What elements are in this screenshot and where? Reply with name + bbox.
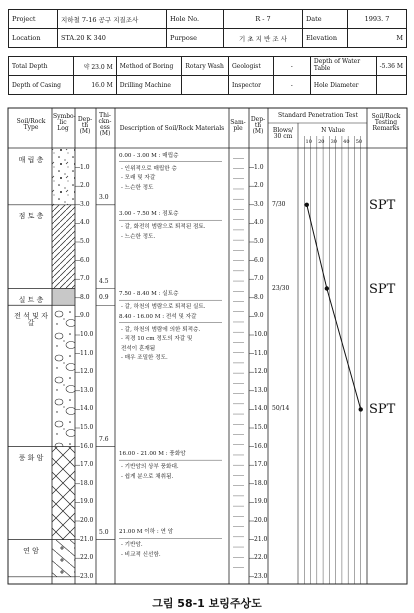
project-value: 지하철 7-16 공구 지질조사 (58, 10, 167, 29)
figure-caption: 그림 58-1 보링주상도 (152, 597, 262, 610)
depth-label: 7.0 (80, 275, 90, 283)
col-depth-2: Dep- th (M) (250, 116, 266, 135)
date-value: 1993. 7 (348, 10, 407, 29)
depth-label-right: 10.0 (254, 331, 268, 338)
location-value: STA.20 K 340 (58, 29, 167, 48)
depth-label-right: 23.0 (254, 572, 268, 580)
depth-label: 23.0 (80, 572, 94, 580)
description-line: - 쉽게 분으로 채취됨. (121, 473, 174, 480)
depth-label-right: 19.0 (254, 498, 268, 506)
elevation-unit: M (348, 29, 407, 48)
spt-blows: 7/30 (272, 200, 286, 208)
hole-diameter-label: Hole Diameter (310, 76, 376, 95)
depth-label: 1.0 (80, 163, 90, 171)
depth-label: 11.0 (80, 349, 94, 357)
col-sample: Sam- ple (230, 119, 246, 132)
depth-label-right: 7.0 (254, 275, 264, 283)
description-line: - 갈, 화전히 범람으로 퇴적된 점토. (121, 224, 206, 231)
depth-label: 15.0 (80, 424, 94, 431)
n-tick-label: 20 (318, 139, 325, 145)
depth-label-right: 13.0 (254, 386, 268, 394)
layer-name: 실 트 층 (18, 295, 44, 304)
depth-label-right: 20.0 (254, 517, 268, 524)
description-title: 0.00 - 3.00 M : 매립층 (119, 152, 179, 159)
n-tick-label: 30 (330, 139, 337, 145)
date-label: Date (303, 10, 348, 29)
depth-label-right: 15.0 (254, 424, 268, 431)
geologist-value: - (273, 57, 310, 76)
method-label: Method of Boring (116, 57, 182, 76)
layer-name: 전 석 및 자 갈 (14, 312, 48, 328)
col-symbolic-log: Symbo- lic Log (53, 113, 76, 132)
depth-label-right: 18.0 (254, 479, 268, 487)
layer-name: 연 암 (23, 546, 39, 555)
n-tick-label: 10 (305, 139, 312, 145)
description-line: - 비교적 신선함. (121, 551, 161, 558)
col-n-value: N Value (321, 127, 345, 134)
col-depth: Dep- th (M) (77, 116, 93, 135)
depth-label: 18.0 (80, 479, 94, 487)
depth-label: 12.0 (80, 368, 94, 376)
depth-label-right: 6.0 (254, 256, 264, 264)
depth-label-right: 4.0 (254, 219, 264, 227)
total-depth-value: 약 23.0 M (73, 57, 116, 76)
casing-value: 16.0 M (73, 76, 116, 95)
depth-label-right: 17.0 (254, 461, 268, 469)
depth-label-right: 1.0 (254, 163, 264, 171)
description-line: - 인위적으로 매립한 층 (121, 165, 177, 172)
depth-label: 4.0 (80, 219, 90, 227)
inspector-label: Inspector (229, 76, 274, 95)
description-line: - 매우 조밀한 정도. (121, 355, 168, 362)
col-soil-type: Soil/Rock Type (16, 118, 46, 131)
geologist-label: Geologist (229, 57, 274, 76)
depth-label-right: 11.0 (254, 349, 268, 357)
elevation-label: Elevation (303, 29, 348, 48)
depth-label-right: 3.0 (254, 200, 264, 208)
depth-label-right: 8.0 (254, 293, 264, 301)
depth-label: 21.0 (80, 535, 94, 543)
hole-no-value: R - 7 (224, 10, 303, 29)
description-line: - 기반암의 상부 풍화대. (121, 464, 179, 471)
col-spt-title: Standard Penetration Test (278, 112, 358, 119)
depth-label: 9.0 (80, 312, 90, 320)
spt-remark: SPT (369, 197, 396, 213)
description-line: - 갈, 하천의 범람에 의한 퇴적층. (121, 326, 201, 333)
inspector-value: - (273, 76, 310, 95)
depth-label: 17.0 (80, 461, 94, 469)
purpose-value: 기 초 지 반 조 사 (224, 29, 303, 48)
description-line: - 모래 및 자갈 (121, 175, 156, 182)
description-line: - 느슨한 정도 (121, 184, 154, 191)
depth-label-right: 16.0 (254, 442, 268, 450)
col-description: Description of Soil/Rock Materials (119, 125, 225, 132)
description-title: 7.50 - 8.40 M : 실트층 (119, 291, 179, 298)
description-line: - 느슨한 정도. (121, 233, 156, 240)
spt-blows: 23/30 (272, 284, 290, 292)
layer-thickness: 4.5 (99, 277, 109, 285)
depth-label-right: 9.0 (254, 312, 264, 320)
depth-label-right: 21.0 (254, 535, 268, 543)
water-table-value: -5.36 M (376, 57, 406, 76)
depth-label-right: 14.0 (254, 405, 268, 413)
layer-name: 풍 화 암 (18, 453, 44, 462)
col-remarks: Soil/Rock Testing Remarks (371, 113, 401, 132)
depth-label: 13.0 (80, 386, 94, 394)
spt-blows: 50/14 (272, 405, 290, 413)
depth-label: 2.0 (80, 182, 90, 190)
hole-no-label: Hole No. (167, 10, 224, 29)
depth-label: 14.0 (80, 405, 94, 413)
description-title: 21.00 M 이하 : 연 암 (119, 529, 174, 536)
n-tick-label: 40 (343, 139, 350, 145)
depth-label: 16.0 (80, 442, 94, 450)
project-label: Project (9, 10, 58, 29)
depth-label-right: 2.0 (254, 182, 264, 190)
depth-label: 10.0 (80, 331, 94, 338)
depth-label: 3.0 (80, 200, 90, 208)
depth-label-right: 5.0 (254, 238, 264, 245)
casing-label: Depth of Casing (9, 76, 74, 95)
location-label: Location (9, 29, 58, 48)
layer-name: 매 립 층 (18, 156, 44, 164)
description-title: 3.00 - 7.50 M : 점토층 (119, 211, 179, 218)
layer-thickness: 7.6 (99, 435, 109, 443)
machine-label: Drilling Machine (116, 76, 182, 95)
layer-thickness: 5.0 (99, 528, 109, 536)
method-value: Rotary Wash (182, 57, 229, 76)
col-blows: Blows/ 30 cm (272, 127, 294, 140)
n-tick-label: 50 (355, 139, 363, 145)
layer-thickness: 3.0 (99, 193, 109, 201)
depth-label-right: 12.0 (254, 368, 268, 376)
water-table-label: Depth of Water Table (310, 57, 376, 76)
description-line: - 기반암. (121, 542, 143, 549)
depth-label: 20.0 (80, 517, 94, 524)
depth-label: 6.0 (80, 256, 90, 264)
description-title: 16.00 - 21.00 M : 풍화암 (119, 451, 186, 458)
purpose-label: Purpose (167, 29, 224, 48)
layer-name: 점 토 층 (18, 211, 44, 220)
description-line: - 갈, 하천의 범람으로 퇴적된 실트. (121, 304, 206, 311)
description-line: - 직경 10 cm 정도의 자갈 및 (121, 336, 193, 343)
depth-label: 19.0 (80, 498, 94, 506)
description-title: 8.40 - 16.00 M : 전석 및 자갈 (119, 313, 197, 320)
description-line: 전석이 혼재됨 (121, 345, 156, 352)
col-thickness: Thi- ckn- ess (M) (98, 112, 112, 137)
depth-label: 8.0 (80, 293, 90, 301)
depth-label: 5.0 (80, 238, 90, 245)
spt-remark: SPT (369, 281, 396, 297)
spt-remark: SPT (369, 402, 396, 418)
depth-label: 22.0 (80, 554, 94, 562)
layer-thickness: 0.9 (99, 294, 109, 302)
depth-label-right: 22.0 (254, 554, 268, 562)
total-depth-label: Total Depth (9, 57, 74, 76)
